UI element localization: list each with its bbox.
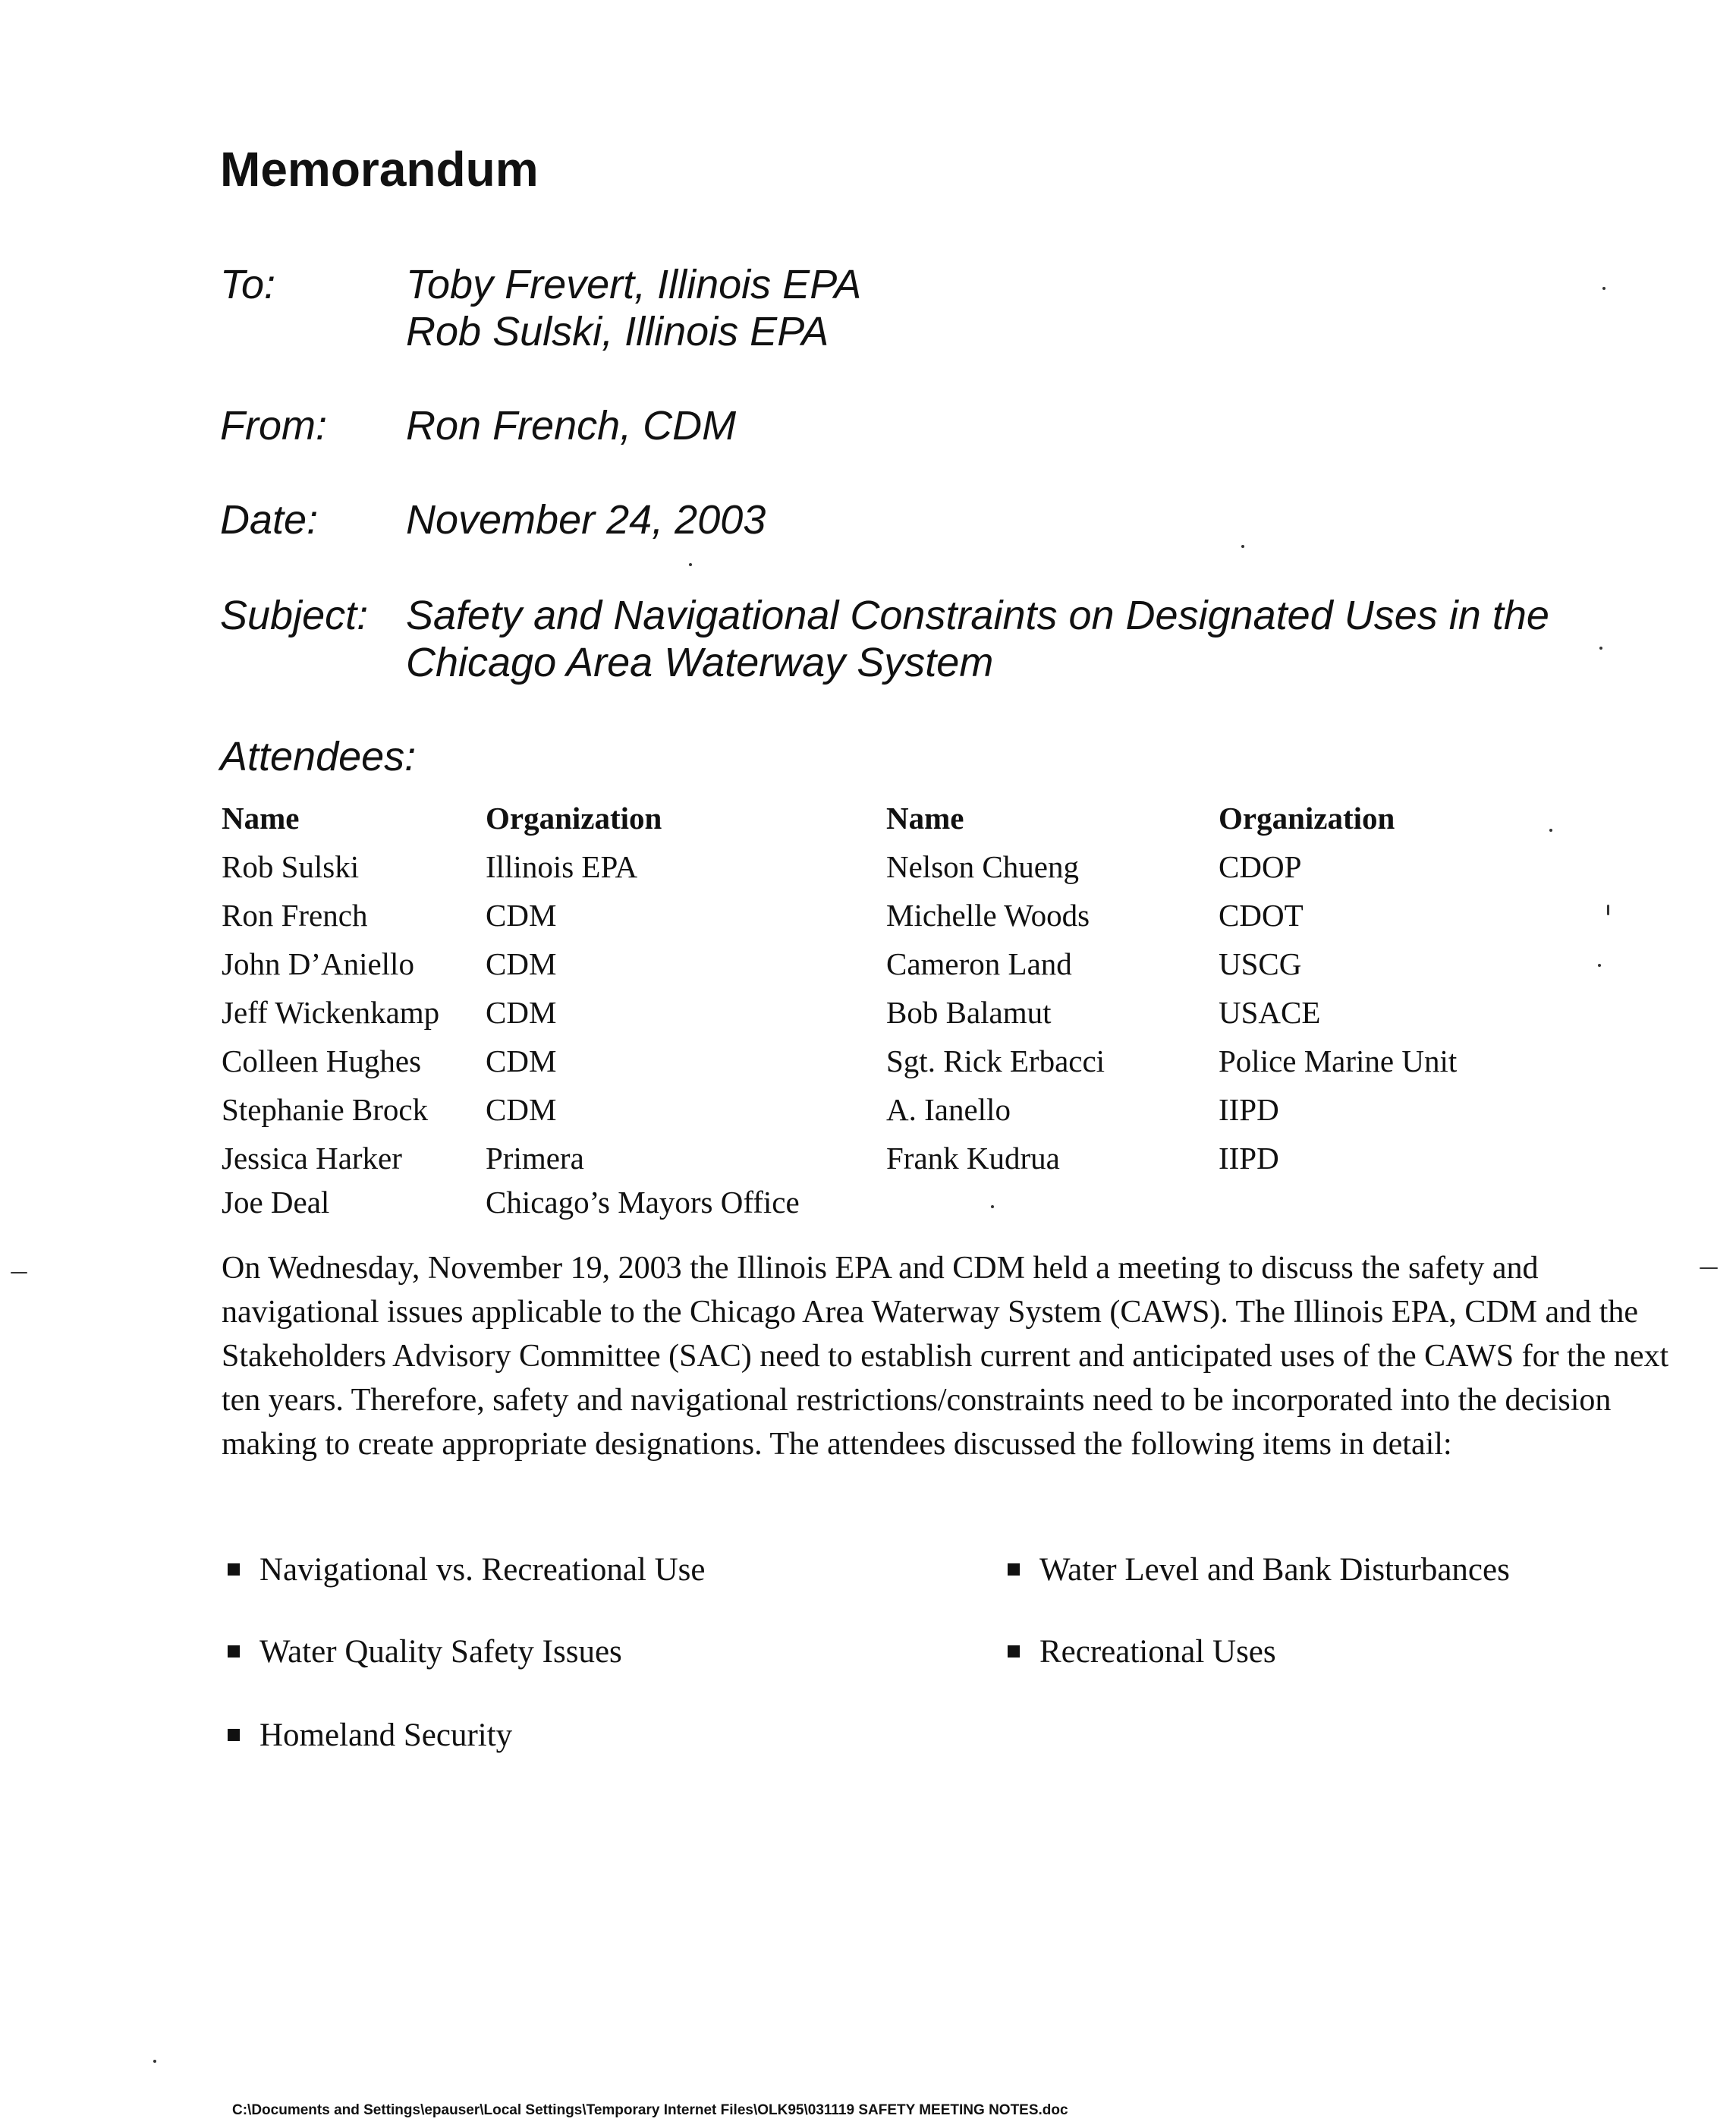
scan-speck bbox=[991, 1205, 994, 1208]
attendee-org: Chicago’s Mayors Office bbox=[486, 1185, 800, 1220]
scan-speck bbox=[1700, 1267, 1718, 1269]
attendee-org: IIPD bbox=[1219, 1141, 1279, 1176]
scan-speck bbox=[11, 1272, 27, 1273]
attendee-org: USCG bbox=[1219, 946, 1302, 981]
scan-speck bbox=[1599, 647, 1602, 650]
to-recipients bbox=[406, 261, 861, 355]
subject-label: Subject: bbox=[220, 593, 369, 638]
attendees-right-names bbox=[886, 794, 1105, 1178]
attendee-org: CDOP bbox=[1219, 849, 1302, 884]
scan-speck bbox=[1602, 287, 1605, 290]
column-header-organization: Organization bbox=[486, 801, 662, 836]
attendee-org: Police Marine Unit bbox=[1219, 1044, 1458, 1078]
column-header-name: Name bbox=[886, 801, 964, 836]
attendee-org: CDM bbox=[486, 1044, 557, 1078]
attendee-name: Joe Deal bbox=[222, 1185, 330, 1220]
attendees-left-orgs bbox=[486, 794, 800, 1222]
attendee-org: CDOT bbox=[1219, 898, 1304, 933]
scan-speck bbox=[1241, 545, 1244, 548]
attendee-org: Illinois EPA bbox=[486, 849, 638, 884]
attendee-name: Rob Sulski bbox=[222, 849, 360, 884]
scan-speck bbox=[689, 563, 692, 566]
scan-speck bbox=[1598, 964, 1601, 967]
bullet-square-icon bbox=[1008, 1563, 1020, 1576]
bullet-square-icon bbox=[228, 1729, 240, 1741]
bullet-text: Water Level and Bank Disturbances bbox=[1039, 1552, 1510, 1588]
attendee-name: Bob Balamut bbox=[886, 995, 1052, 1030]
bullet-text: Homeland Security bbox=[259, 1717, 513, 1753]
attendee-name: Jessica Harker bbox=[222, 1141, 402, 1176]
attendee-org: IIPD bbox=[1219, 1092, 1279, 1127]
attendee-name: Colleen Hughes bbox=[222, 1044, 422, 1078]
bullet-item bbox=[228, 1633, 622, 1670]
body-paragraph: On Wednesday, November 19, 2003 the Illinois EPA and CDM held a meeting to discuss the safety and navigational issues applicable to the Chicago Area Waterway System (CAWS). The Illinois EPA, CDM and the Stakeholders Advisory Committee (SAC) need to establish current and anticipated uses of the CAWS for the next ten years. Therefore, safety and navigational restrictions/constraints need to be incorporated into the decision making to create appropriate designations. The attendees discussed the following items in detail: bbox=[222, 1251, 1669, 1462]
attendee-org: CDM bbox=[486, 898, 557, 933]
from-label: From: bbox=[220, 403, 327, 449]
attendee-name: Stephanie Brock bbox=[222, 1092, 429, 1127]
footer-file-path: C:\Documents and Settings\epauser\Local Settings\Temporary Internet Files\OLK95\031119 SAFETY MEETING NOTES.doc bbox=[232, 2102, 1068, 2118]
scan-speck bbox=[1607, 905, 1609, 915]
bullet-text: Navigational vs. Recreational Use bbox=[259, 1552, 706, 1588]
bullet-text: Water Quality Safety Issues bbox=[259, 1634, 622, 1670]
attendee-name: Nelson Chueng bbox=[886, 849, 1079, 884]
memo-title: Memorandum bbox=[220, 142, 539, 197]
column-header-name: Name bbox=[222, 801, 300, 836]
attendee-name: Jeff Wickenkamp bbox=[222, 995, 440, 1030]
bullet-item bbox=[1008, 1551, 1510, 1588]
column-header-organization: Organization bbox=[1219, 801, 1395, 836]
bullet-square-icon bbox=[1008, 1645, 1020, 1658]
attendee-org: CDM bbox=[486, 995, 557, 1030]
bullet-item bbox=[228, 1717, 512, 1754]
bullet-text: Recreational Uses bbox=[1039, 1634, 1276, 1670]
attendees-left-names bbox=[222, 794, 439, 1222]
attendees-right-orgs bbox=[1219, 794, 1457, 1178]
attendee-name: Ron French bbox=[222, 898, 368, 933]
attendee-name: A. Ianello bbox=[886, 1092, 1011, 1127]
attendee-org: USACE bbox=[1219, 995, 1321, 1030]
date-value: November 24, 2003 bbox=[406, 497, 766, 543]
from-value: Ron French, CDM bbox=[406, 403, 737, 449]
scan-speck bbox=[1549, 829, 1552, 832]
bullet-item bbox=[228, 1551, 705, 1588]
date-label: Date: bbox=[220, 497, 319, 543]
attendee-name: John D’Aniello bbox=[222, 946, 414, 981]
subject-line-2: Chicago Area Waterway System bbox=[406, 640, 994, 685]
to-recipient-1: Toby Frevert, Illinois EPA bbox=[406, 262, 862, 307]
attendee-org: CDM bbox=[486, 946, 557, 981]
to-label: To: bbox=[220, 262, 276, 307]
subject-value bbox=[406, 592, 1549, 686]
attendees-heading: Attendees: bbox=[220, 734, 417, 779]
to-recipient-2: Rob Sulski, Illinois EPA bbox=[406, 309, 829, 354]
attendee-org: CDM bbox=[486, 1092, 557, 1127]
attendee-name: Cameron Land bbox=[886, 946, 1072, 981]
attendee-name: Frank Kudrua bbox=[886, 1141, 1060, 1176]
bullet-square-icon bbox=[228, 1563, 240, 1576]
attendee-org: Primera bbox=[486, 1141, 584, 1176]
attendee-name: Michelle Woods bbox=[886, 898, 1090, 933]
bullet-item bbox=[1008, 1633, 1276, 1670]
scan-speck bbox=[153, 2060, 156, 2063]
attendee-name: Sgt. Rick Erbacci bbox=[886, 1044, 1105, 1078]
subject-line-1: Safety and Navigational Constraints on Designated Uses in the bbox=[406, 593, 1549, 638]
bullet-square-icon bbox=[228, 1645, 240, 1658]
